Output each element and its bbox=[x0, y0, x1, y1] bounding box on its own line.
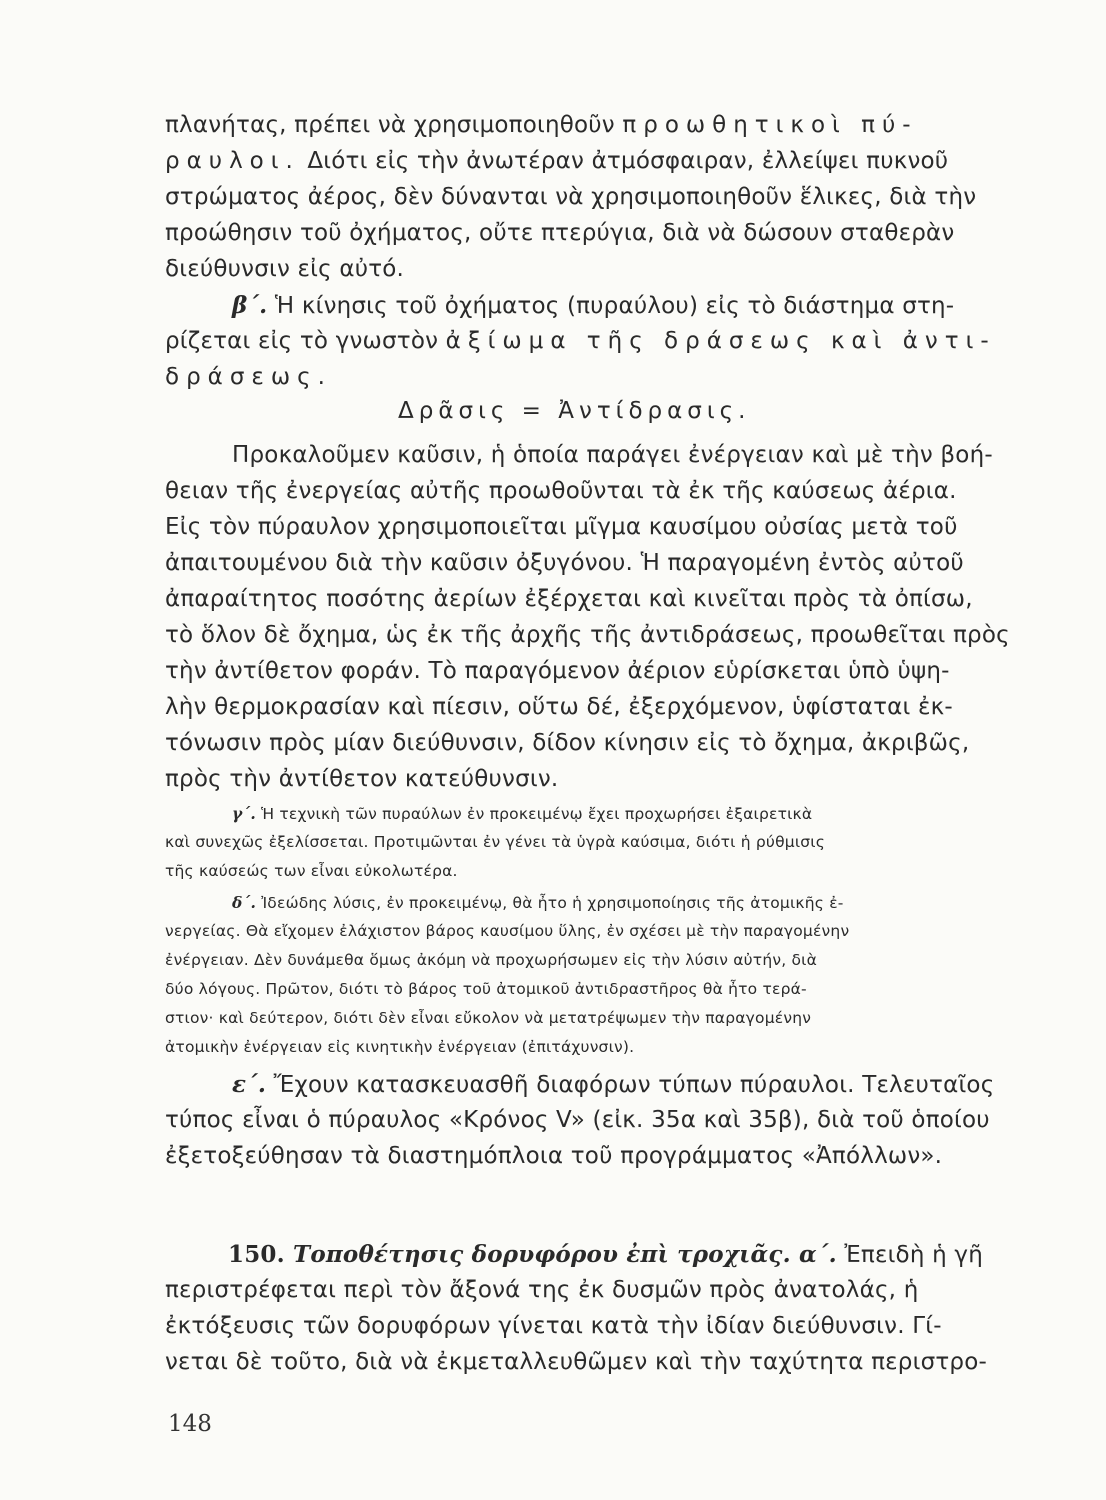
formula-line: Δρᾶσις = Ἀντίδρασις. bbox=[398, 398, 751, 424]
text-line: δύο λόγους. Πρῶτον, διότι τὸ βάρος τοῦ ἀτομικοῦ ἀντιδραστῆρος θὰ ἦτο τερά- bbox=[165, 980, 807, 998]
paragraph-epsilon-start bbox=[232, 1071, 994, 1098]
paragraph-label: γ΄. bbox=[232, 804, 256, 823]
text-line: τόνωσιν πρὸς μίαν διεύθυνσιν, δίδον κίνησιν εἰς τὸ ὄχημα, ἀκριβῶς, bbox=[165, 730, 970, 756]
section-heading-line bbox=[228, 1241, 983, 1268]
text-line: λὴν θερμοκρασίαν καὶ πίεσιν, οὕτω δέ, ἐξερχόμενον, ὑφίσταται ἐκ- bbox=[165, 694, 953, 720]
text-line: ἐξετοξεύθησαν τὰ διαστημόπλοια τοῦ προγράμματος «Ἀπόλλων». bbox=[165, 1143, 943, 1169]
page-number: 148 bbox=[168, 1411, 212, 1437]
paragraph-label: δ΄. bbox=[232, 893, 257, 912]
text-line: νεται δὲ τοῦτο, διὰ νὰ ἐκμεταλλευθῶμεν καὶ τὴν ταχύτητα περιστρο- bbox=[165, 1349, 987, 1375]
text-run: Ἡ τεχνικὴ τῶν πυραύλων ἐν προκειμένῳ ἔχει προχωρήσει ἐξαιρετικὰ bbox=[255, 805, 813, 823]
text-line: καὶ συνεχῶς ἐξελίσσεται. Προτιμῶνται ἐν γένει τὰ ὑγρὰ καύσιμα, διότι ἡ ρύθμισις bbox=[165, 833, 826, 851]
paragraph-label: ε΄. bbox=[232, 1071, 267, 1098]
section-title: Τοποθέτησις δορυφόρου ἐπὶ τροχιᾶς. bbox=[284, 1241, 791, 1268]
text-line bbox=[165, 148, 948, 174]
text-line: ἐκτόξευσις τῶν δορυφόρων γίνεται κατὰ τὴν ἰδίαν διεύθυνσιν. Γί- bbox=[165, 1313, 942, 1339]
text-line: πρὸς τὴν ἀντίθετον κατεύθυνσιν. bbox=[165, 766, 559, 792]
text-line: τὴν ἀντίθετον φοράν. Τὸ παραγόμενον ἀέριον εὑρίσκεται ὑπὸ ὑψη- bbox=[165, 658, 950, 684]
spaced-emphasis: προωθητικοὶ πύ- bbox=[622, 112, 918, 138]
paragraph-label: β΄. bbox=[232, 292, 268, 319]
text-line: στιον· καὶ δεύτερον, διότι δὲν εἶναι εὔκολον νὰ μετατρέψωμεν τὴν παραγομένην bbox=[165, 1009, 812, 1027]
text-line: νεργείας. Θὰ εἴχομεν ἐλάχιστον βάρος καυσίμου ὕλης, ἐν σχέσει μὲ τὴν παραγομένην bbox=[165, 922, 850, 940]
text-line: ἀπαιτουμένου διὰ τὴν καῦσιν ὀξυγόνου. Ἡ παραγομένη ἐντὸς αὐτοῦ bbox=[165, 550, 964, 576]
text-line: ἀπαραίτητος ποσότης ἀερίων ἐξέρχεται καὶ κινεῖται πρὸς τὰ ὀπίσω, bbox=[165, 586, 973, 612]
text-line: τύπος εἶναι ὁ πύραυλος «Κρόνος V» (εἰκ. 35α καὶ 35β), διὰ τοῦ ὁποίου bbox=[165, 1107, 990, 1133]
text-line: Προκαλοῦμεν καῦσιν, ἡ ὁποία παράγει ἐνέργειαν καὶ μὲ τὴν βοή- bbox=[232, 442, 993, 468]
text-run: πλανήτας, πρέπει νὰ χρησιμοποιηθοῦν bbox=[165, 112, 623, 138]
text-line: δράσεως. bbox=[165, 364, 332, 390]
text-line: ἐνέργειαν. Δὲν δυνάμεθα ὅμως ἀκόμη νὰ προχωρήσωμεν εἰς τὴν λύσιν αὐτήν, διὰ bbox=[165, 951, 817, 969]
text-line: θειαν τῆς ἐνεργείας αὐτῆς προωθοῦνται τὰ ἐκ τῆς καύσεως ἀέρια. bbox=[165, 478, 957, 504]
text-run: Ἡ κίνησις τοῦ ὀχήματος (πυραύλου) εἰς τὸ διάστημα στη- bbox=[267, 293, 955, 319]
text-line: τὸ ὅλον δὲ ὄχημα, ὡς ἐκ τῆς ἀρχῆς τῆς ἀντιδράσεως, προωθεῖται πρὸς bbox=[165, 622, 1010, 648]
text-line bbox=[165, 328, 996, 354]
spaced-emphasis: ἀξίωμα τῆς δράσεως καὶ ἀντι- bbox=[445, 328, 996, 354]
text-line: τῆς καύσεώς των εἶναι εὐκολωτέρα. bbox=[165, 862, 458, 880]
text-line: περιστρέφεται περὶ τὸν ἄξονά της ἐκ δυσμῶν πρὸς ἀνατολάς, ἡ bbox=[165, 1277, 919, 1303]
text-run: ρίζεται εἰς τὸ γνωστὸν bbox=[165, 328, 446, 354]
paragraph-delta-start bbox=[232, 893, 844, 912]
text-run: Ἔχουν κατασκευασθῆ διαφόρων τύπων πύραυλοι. Τελευταῖος bbox=[266, 1072, 995, 1098]
paragraph-beta-start bbox=[232, 292, 954, 319]
text-line: προώθησιν τοῦ ὀχήματος, οὔτε πτερύγια, διὰ νὰ δώσουν σταθερὰν bbox=[165, 220, 955, 246]
text-line: ἀτομικὴν ἐνέργειαν εἰς κινητικὴν ἐνέργειαν (ἐπιτάχυνσιν). bbox=[165, 1038, 635, 1056]
text-run: Ἐπειδὴ ἡ γῆ bbox=[836, 1242, 983, 1268]
text-run: Ἰδεώδης λύσις, ἐν προκειμένῳ, θὰ ἦτο ἡ χρησιμοποίησις τῆς ἀτομικῆς ἐ- bbox=[256, 894, 844, 912]
section-number: 150. bbox=[228, 1241, 285, 1268]
paragraph-label: α΄. bbox=[790, 1241, 837, 1268]
text-line: διεύθυνσιν εἰς αὐτό. bbox=[165, 256, 405, 282]
paragraph-gamma-start bbox=[232, 804, 812, 823]
text-run: Διότι εἰς τὴν ἀνωτέραν ἀτμόσφαιραν, ἐλλείψει πυκνοῦ bbox=[299, 148, 949, 174]
text-line bbox=[165, 112, 918, 138]
text-line: Εἰς τὸν πύραυλον χρησιμοποιεῖται μῖγμα καυσίμου οὐσίας μετὰ τοῦ bbox=[165, 514, 958, 540]
spaced-emphasis: ραυλοι. bbox=[165, 148, 300, 174]
text-line: στρώματος ἀέρος, δὲν δύνανται νὰ χρησιμοποιηθοῦν ἕλικες, διὰ τὴν bbox=[165, 184, 977, 210]
